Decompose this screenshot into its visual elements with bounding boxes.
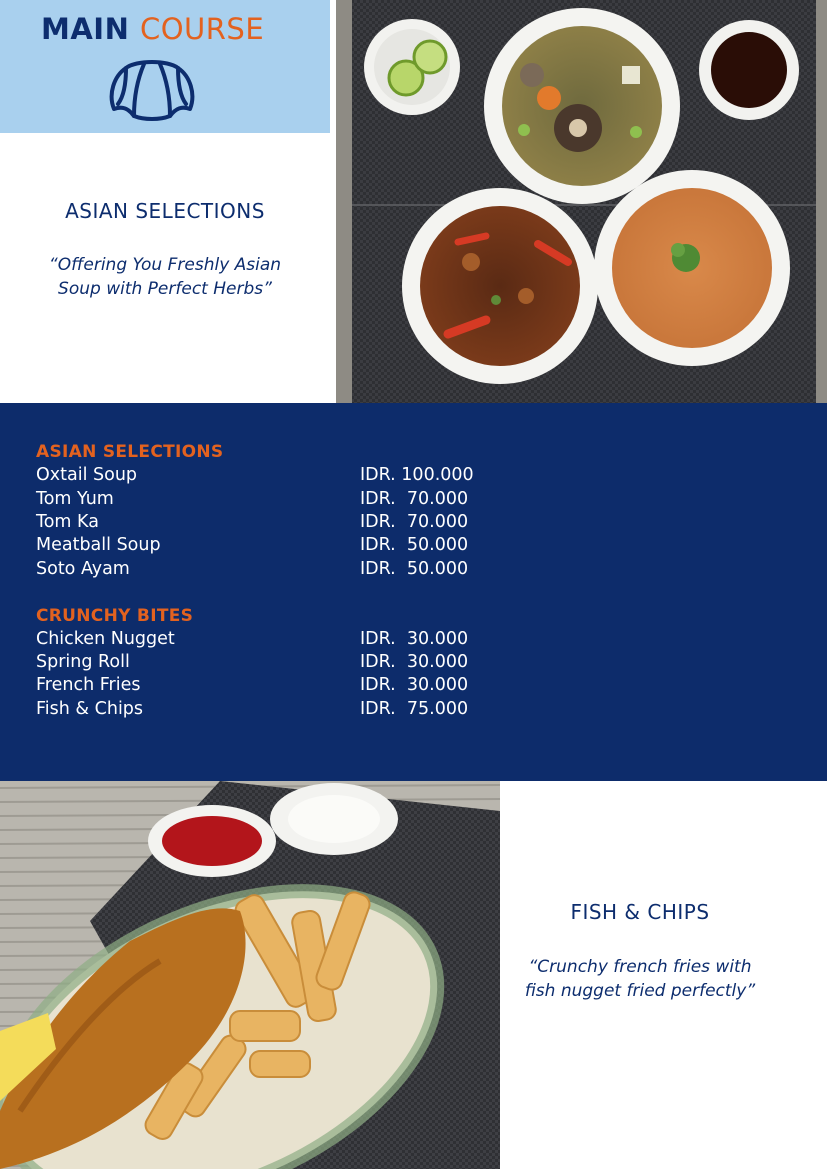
fish-and-chips-heading: FISH & CHIPS [570,900,710,924]
menu-item-price: IDR. 75.000 [360,699,469,719]
menu-item [36,489,536,512]
fish-and-chips-photo [0,781,500,1169]
menu-item-price: IDR. 100.000 [360,465,474,485]
menu-item-name: Spring Roll [36,652,130,672]
menu-item-name: Meatball Soup [36,535,161,555]
asian-selections-heading: ASIAN SELECTIONS [65,199,265,223]
asian-tagline-line-1: “Offering You Freshly Asian [48,255,282,275]
menu-item-price: IDR. 30.000 [360,675,469,695]
menu-item [36,652,536,675]
soup-photo [336,0,827,403]
fish-and-chips-tagline [500,955,780,1003]
menu-item-price: IDR. 50.000 [360,559,469,579]
menu-section [0,403,827,781]
menu-item-name: Oxtail Soup [36,465,138,485]
menu-item [36,675,536,698]
fish-tagline-line-1: “Crunchy french fries with [528,957,752,977]
menu-item-name: Tom Ka [36,512,99,532]
menu-section-title: ASIAN SELECTIONS [36,442,224,462]
asian-tagline-line-2: Soup with Perfect Herbs” [58,279,272,299]
menu-item [36,465,536,488]
menu-item-name: French Fries [36,675,141,695]
menu-item [36,559,536,582]
menu-item-price: IDR. 70.000 [360,512,469,532]
menu-item [36,629,536,652]
menu-item-name: Chicken Nugget [36,629,175,649]
page-title [41,12,264,46]
fish-tagline-line-2: fish nugget fried perfectly” [524,981,756,1001]
title-accent-word: COURSE [139,12,265,46]
menu-item-price: IDR. 30.000 [360,629,469,649]
menu-item-price: IDR. 50.000 [360,535,469,555]
asian-selections-tagline [0,253,330,301]
menu-section-title: CRUNCHY BITES [36,606,194,626]
menu-item-price: IDR. 70.000 [360,489,469,509]
croissant-icon [104,54,200,122]
menu-item-name: Soto Ayam [36,559,130,579]
title-main-word: MAIN [41,12,130,46]
menu-item-price: IDR. 30.000 [360,652,469,672]
menu-item-name: Fish & Chips [36,699,144,719]
menu-item-name: Tom Yum [36,489,114,509]
menu-item [36,512,536,535]
menu-item [36,535,536,558]
menu-item [36,699,536,722]
